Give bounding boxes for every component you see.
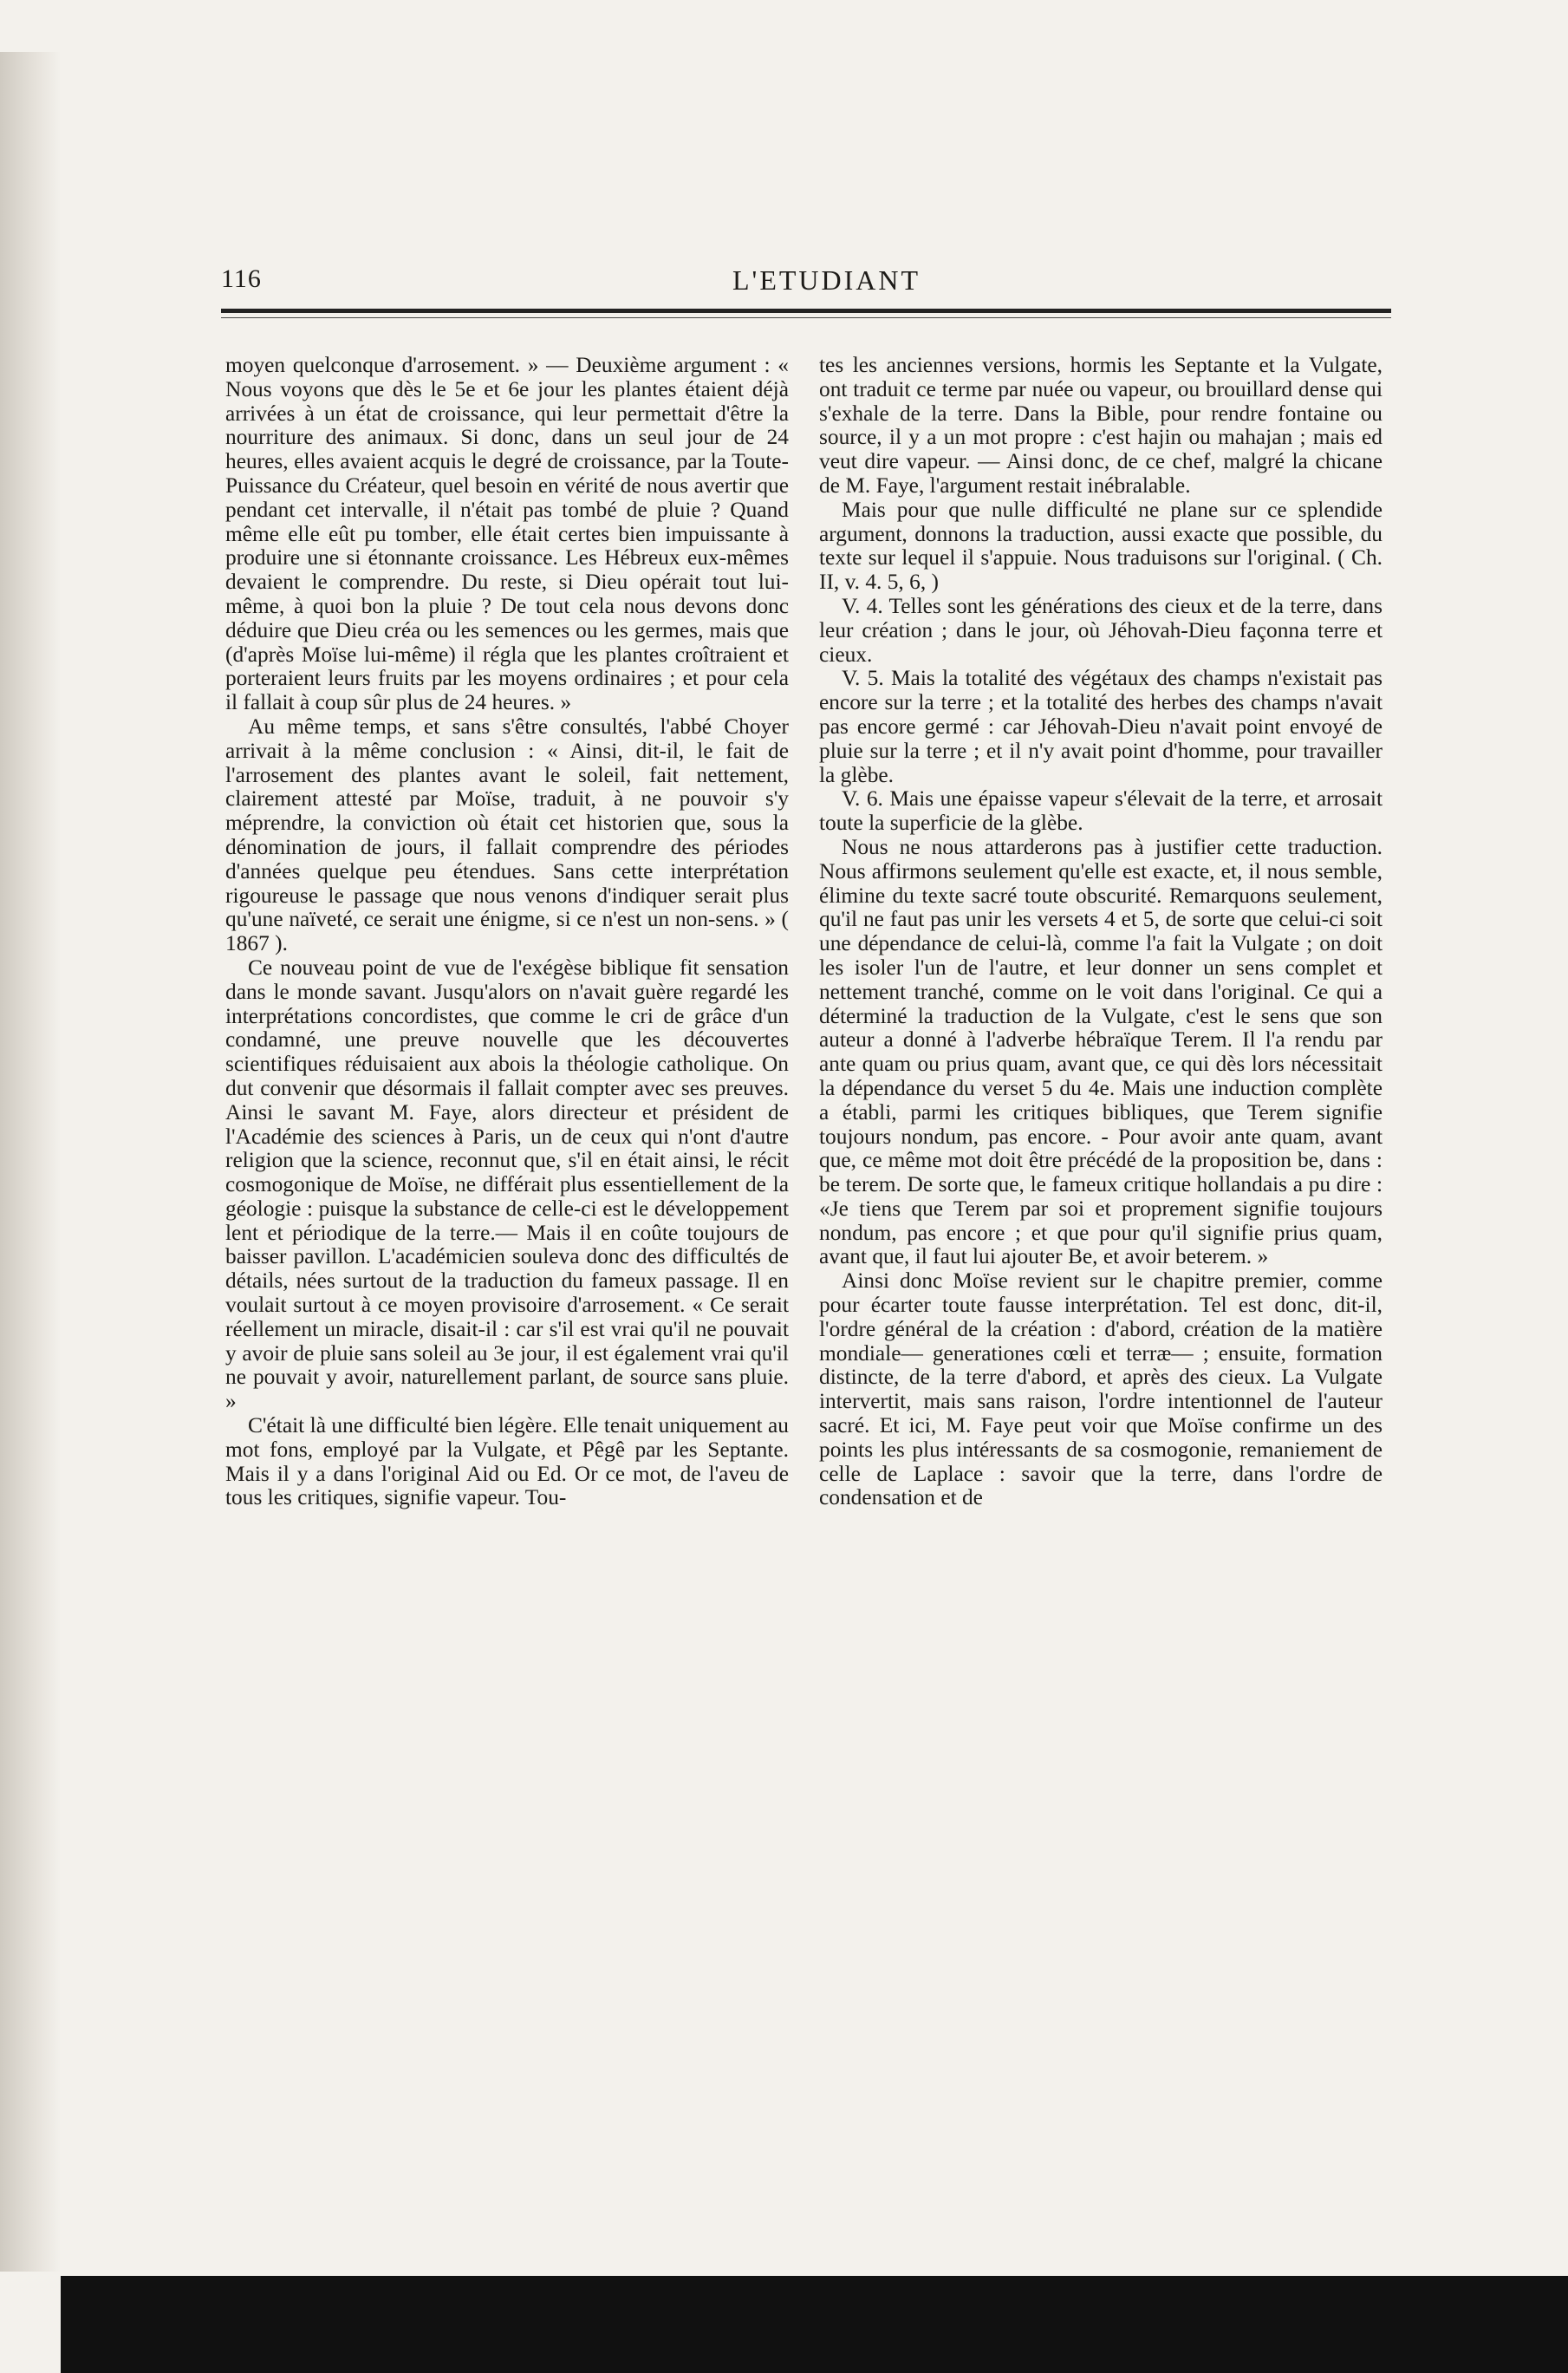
left-paragraph-1: moyen quelconque d'arrosement. » — Deuxième argument : « Nous voyons que dès le 5e et 6e jour les plantes étaient déjà arrivées à un état de croissance, qui leur permettait d'être la nourriture des animaux. Si donc, dans un seul jour de 24 heures, elles avaient acquis le degré de croissance, par la Toute-Puissance du Créateur, quel besoin en vérité de nous avertir que pendant cet intervalle, il n'était pas tombé de pluie ? Quand même elle eût pu tomber, elle était certes bien impuissante à produire une si étonnante croissance. Les Hébreux eux-mêmes devaient le comprendre. Du reste, si Dieu opérait tout lui-même, à quoi bon la pluie ? De tout cela nous devons donc déduire que Dieu créa ou les semences ou les germes, mais que (d'après Moïse lui-même) il régla que les plantes croîtraient et porteraient leurs fruits par les moyens ordinaires ; et pour cela il fallait à coup sûr plus de 24 heures. »: [225, 354, 789, 715]
right-paragraph-5: V. 6. Mais une épaisse vapeur s'élevait de la terre, et arrosait toute la superficie de la glèbe.: [819, 786, 1383, 836]
right-paragraph-6: Nous ne nous attarderons pas à justifier cette traduction. Nous affirmons seulement qu'elle est exacte, et, il nous semble, élimine du texte sacré toute obscurité. Remarquons seulement, qu'il ne faut pas unir les versets 4 et 5, de sorte que celui-ci soit une dépendance de celui-là, comme l'a fait la Vulgate ; on doit les isoler l'un de l'autre, et leur donner un sens complet et nettement tranché, comme on le voit dans l'original. Ce qui a déterminé la traduction de la Vulgate, c'est le sens que son auteur a donné à l'adverbe hébraïque Terem. Il l'a rendu par ante quam ou prius quam, avant que, ce qui dès lors nécessitait la dépendance du verset 5 du 4e. Mais une induction complète a établi, parmi les critiques bibliques, que Terem signifie toujours nondum, pas encore. - Pour avoir ante quam, avant que, ce même mot doit être précédé de la proposition be, dans : be terem. De sorte que, le fameux critique hollandais a pu dire : «Je tiens que Terem par soi et proprement signifie toujours nondum, pas encore ; et que pour qu'il signifie prius quam, avant que, il faut lui ajouter Be, et avoir beterem. »: [819, 834, 1383, 1269]
left-paragraph-3: Ce nouveau point de vue de l'exégèse biblique fit sensation dans le monde savant. Jusqu'alors on n'avait guère regardé les interprétations concordistes, que comme le cri de grâce d'un condamné, une preuve nouvelle que les découvertes scientifiques réduisaient aux abois la théologie catholique. On dut convenir que désormais il fallait compter avec ses preuves. Ainsi le savant M. Faye, alors directeur et président de l'Académie des sciences à Paris, un de ceux qui n'ont d'autre religion que la science, reconnut que, s'il en était ainsi, le récit cosmogonique de Moïse, ne différait plus essentiellement de la géologie : puisque la substance de celle-ci est le développement lent et périodique de la terre.— Mais il en coûte toujours de baisser pavillon. L'académicien souleva donc des difficultés de détails, nées surtout de la traduction du fameux passage. Il en voulait surtout à ce moyen provisoire d'arrosement. « Ce serait réellement un miracle, disait-il : car s'il est vrai qu'il ne pouvait y avoir de pluie sans soleil au 3e jour, il est également vrai qu'il ne pouvait y avoir, naturellement parlant, de source sans pluie. »: [225, 955, 789, 1414]
right-paragraph-1: tes les anciennes versions, hormis les Septante et la Vulgate, ont traduit ce terme par nuée ou vapeur, ou brouillard dense qui s'exhale de la terre. Dans la Bible, pour rendre fontaine ou source, il y a un mot propre : c'est hajin ou mahajan ; mais ed veut dire vapeur. — Ainsi donc, de ce chef, malgré la chicane de M. Faye, l'argument restait inébralable.: [819, 354, 1383, 498]
right-paragraph-7: Ainsi donc Moïse revient sur le chapitre premier, comme pour écarter toute fausse interprétation. Tel est donc, dit-il, l'ordre général de la création : d'abord, création de la matière mondiale— generationes cœli et terræ— ; ensuite, formation distincte, de la terre d'abord, et après des cieux. La Vulgate intervertit, mais sans raison, l'ordre intentionnel de l'auteur sacré. Et ici, M. Faye peut voir que Moïse confirme un des points les plus intéressants de sa cosmogonie, remaniement de celle de Laplace : savoir que la terre, dans l'ordre de condensation et de: [819, 1268, 1383, 1510]
scan-bottom-band: [61, 2276, 1568, 2373]
page-number: 116: [221, 264, 262, 293]
running-title: L'ETUDIANT: [732, 264, 921, 296]
right-paragraph-3: V. 4. Telles sont les générations des cieux et de la terre, dans leur création ; dans le jour, où Jéhovah-Dieu façonna terre et cieux.: [819, 593, 1383, 667]
scan-edge-shadow: [0, 52, 61, 2272]
left-paragraph-4: C'était là une difficulté bien légère. Elle tenait uniquement au mot fons, employé par la Vulgate, et Pêgê par les Septante. Mais il y a dans l'original Aid ou Ed. Or ce mot, de l'aveu de tous les critiques, signifie vapeur. Tou-: [225, 1413, 789, 1510]
left-column: [225, 354, 789, 2140]
right-column: [819, 354, 1383, 2140]
right-paragraph-2: Mais pour que nulle difficulté ne plane sur ce splendide argument, donnons la traduction, aussi exacte que possible, du texte sur lequel il s'appuie. Nous traduisons sur l'original. ( Ch. II, v. 4. 5, 6, ): [819, 497, 1383, 595]
header-rule-thin: [221, 317, 1391, 318]
right-paragraph-4: V. 5. Mais la totalité des végétaux des champs n'existait pas encore sur la terre ; et la totalité des herbes des champs n'avait pas encore germé : car Jéhovah-Dieu n'avait point envoyé de pluie sur la terre ; et il n'y avait point d'homme, pour travailler la glèbe.: [819, 666, 1383, 787]
header-rule: [221, 309, 1391, 313]
left-paragraph-2: Au même temps, et sans s'être consultés, l'abbé Choyer arrivait à la même conclusion : « Ainsi, dit-il, le fait de l'arrosement des plantes avant le soleil, fait nettement, clairement attesté par Moïse, traduit, à ne pouvoir s'y méprendre, la conviction où était cet historien que, sous la dénomination de jours, il fallait comprendre des périodes d'années quelque peu étendues. Sans cette interprétation rigoureuse le passage que nous venons d'indiquer serait plus qu'une naïveté, ce serait une énigme, si ce n'est un non-sens. » ( 1867 ).: [225, 714, 789, 956]
page-header: [221, 264, 1391, 299]
